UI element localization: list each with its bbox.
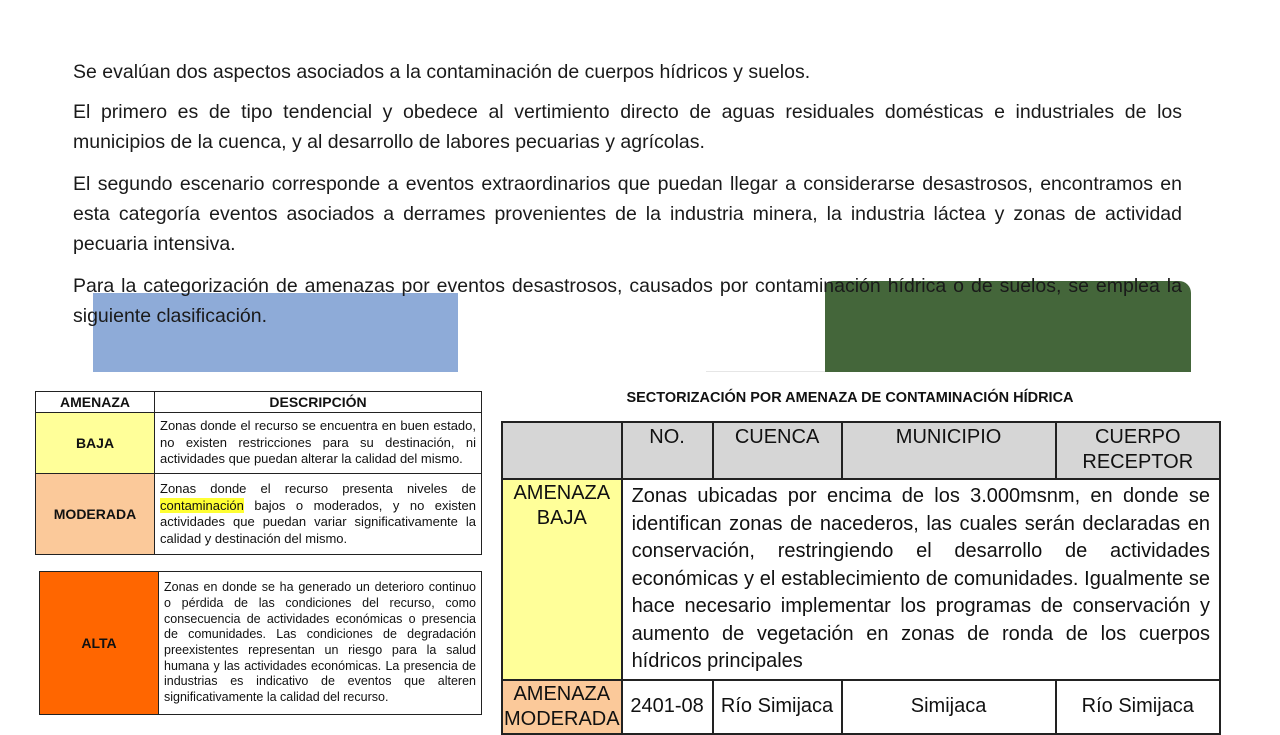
paragraph-first-aspect: El primero es de tipo tendencial y obedece al vertimiento directo de aguas residuales domésticas e industriales de los municipios de la cuenca, y al desarrollo de labores pecuarias y agrícolas.: [73, 101, 1182, 153]
table-row-alta: [40, 572, 482, 715]
header-municipio: MUNICIPIO: [842, 422, 1056, 479]
header-empty: [502, 422, 622, 479]
paragraph-classification: Para la categorización de amenazas por eventos desastrosos, causados por contaminación hídrica o de suelos, se emplea la siguiente clasificación.: [73, 275, 1182, 327]
divider-line: [706, 371, 825, 372]
table-row-baja: [36, 413, 482, 474]
paragraph-intro: Se evalúan dos aspectos asociados a la contaminación de cuerpos hídricos y suelos.: [73, 61, 811, 83]
level-alta: ALTA: [40, 572, 159, 715]
header-descripcion: DESCRIPCIÓN: [155, 392, 482, 413]
header-amenaza: AMENAZA: [36, 392, 155, 413]
sector-header-row: [502, 422, 1220, 479]
sector-cuenca: Río Simijaca: [713, 680, 842, 734]
header-cuerpo-receptor: CUERPO RECEPTOR: [1056, 422, 1220, 479]
header-cuenca: CUENCA: [713, 422, 842, 479]
sector-no: 2401-08: [622, 680, 713, 734]
header-no: NO.: [622, 422, 713, 479]
sector-row-baja: [502, 479, 1220, 680]
sector-table-title: SECTORIZACIÓN POR AMENAZA DE CONTAMINACIÓN HÍDRICA: [626, 390, 1074, 406]
paragraph-second-scenario: El segundo escenario corresponde a eventos extraordinarios que puedan llegar a considerarse desastrosos, encontramos en esta categoría eventos asociados a derrames provenientes de la industria minera, la industria láctea y zonas de actividad pecuaria intensiva.: [73, 173, 1182, 255]
sector-text-baja: Zonas ubicadas por encima de los 3.000msnm, en donde se identifican zonas de nacederos, las cuales serán declaradas en conservación, restringiendo el desarrollo de actividades económicas y el establecimiento de comunidades. Igualmente se hace necesario implementar los programas de conservación y aumento de vegetación en zonas de ronda de los cuerpos hídricos principales: [622, 479, 1220, 680]
highlighted-word: contaminación: [160, 497, 244, 513]
table-header-row: [36, 392, 482, 413]
sector-municipio: Simijaca: [842, 680, 1056, 734]
table-row-moderada: [36, 474, 482, 555]
description-moderada-start: Zonas donde el recurso presenta niveles de: [160, 481, 476, 496]
sector-level-moderada: AMENAZA MODERADA: [502, 680, 622, 734]
description-moderada-end: bajos o moderados, y no existen actividades que puedan variar significativamente la calidad y destinación del mismo.: [160, 497, 476, 546]
level-baja: BAJA: [36, 413, 155, 474]
sector-row-moderada: [502, 680, 1220, 734]
sector-level-baja: AMENAZA BAJA: [502, 479, 622, 680]
description-baja: Zonas donde el recurso se encuentra en buen estado, no existen restricciones para su destinación, ni actividades que puedan alterar la calidad del mismo.: [155, 413, 482, 474]
sector-cuerpo-receptor: Río Simijaca: [1056, 680, 1220, 734]
threat-alta-table: [39, 571, 482, 715]
level-moderada: MODERADA: [36, 474, 155, 555]
description-alta: Zonas en donde se ha generado un deterioro continuo o pérdida de las condiciones del recurso, como consecuencia de actividades económicas o presencia de comunidades. Las condiciones de degradación preexistentes representan un riesgo para la salud humana y las actividades económicas. La presencia de industrias es indicativo de eventos que alteren significativamente la calidad del recurso.: [159, 572, 482, 715]
description-moderada: [155, 474, 482, 555]
sectorization-table: [501, 421, 1221, 735]
threat-classification-table: [35, 391, 482, 555]
